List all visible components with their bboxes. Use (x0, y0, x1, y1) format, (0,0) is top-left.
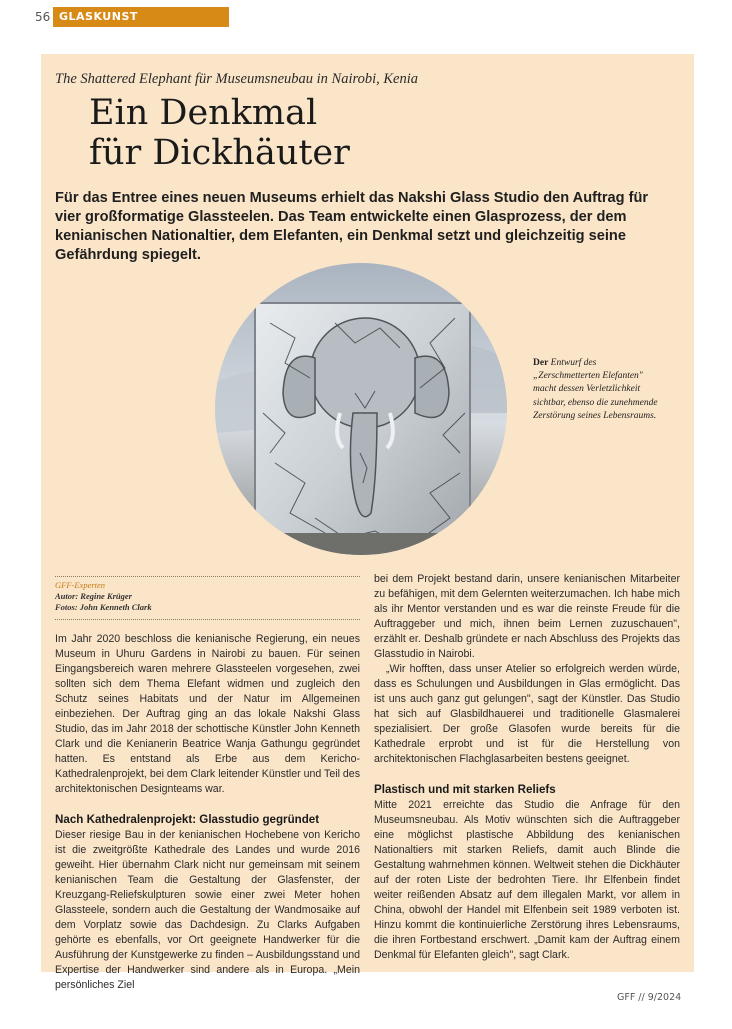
article-lead: Für das Entree eines neuen Museums erhielt das Nakshi Glass Studio den Auftrag für vier großformatige Glassteelen. Das Team entwickelte einen Glasprozess, der dem kenianischen Nationaltier, dem Elefanten, ein Denkmal setzt und gleichzeitig seine Gefährdung spiegelt. (55, 190, 649, 263)
column-right (374, 572, 680, 963)
page-number: 56 (35, 10, 51, 24)
credits-experts: GFF-Experten (55, 580, 106, 590)
body-paragraph: Mitte 2021 erreichte das Studio die Anfrage für den Museumsneubau. Als Motiv wünschten sich die Auftraggeber eine möglichst plastische Abbildung des kenianischen Nationaltiers mit starken Reliefs, damit auch Blinde die Gestaltung wahrnehmen können. Weltweit stehen die Dickhäuter auf der roten Liste der bedrohten Tiere. Ihr Elfenbein findet weiter reißenden Absatz auf dem illegalen Markt, vor allem in China, obwohl der Handel mit Elfenbein seit 1989 verboten ist. Hinzu kommt die kontinuierliche Zerstörung ihres Lebensraums, die ihren Fortbestand erschwert. „Damit kam der Auftrag einem Denkmal für Elefanten gleich", sagt Clark. (374, 799, 680, 961)
elephant-photo (215, 263, 507, 555)
article-kicker: The Shattered Elephant für Museumsneubau in Nairobi, Kenia (55, 71, 419, 87)
caption-text: Entwurf des „Zerschmetterten Elefanten" macht dessen Verletzlichkeit sichtbar, ebenso die zunehmende Zerstörung seines Lebensraums. (533, 358, 658, 421)
body-paragraph: Im Jahr 2020 beschloss die kenianische Regierung, ein neues Museum in Uhuru Gardens in Nairobi zu bauen. Für seinen Eingangsbereich waren mehrere Glassteelen vorgesehen, zwei sollten sich dem Thema Elefant widmen und zugleich den Schutz seines Habitats und der Natur im Allgemeinen einbeziehen. Der Auftrag ging an das lokale Nakshi Glass Studio, das im Jahr 2018 der schottische Künstler John Kenneth Clark und die Kenianerin Beatrice Wanja Gathungu gegründet hatten. Es entstand als Erbe aus dem Kericho-Kathedralenprojekt, bei dem Clark leitender Künstler und Teil des architektonischen Designteams war. (55, 633, 360, 795)
body-paragraph: bei dem Projekt bestand darin, unsere kenianischen Mitarbeiter zu befähigen, mit dem Gelernten weiterzumachen. Ich habe mich als ihr Mentor verstanden und es war die reinste Freude für die Auftraggeber und mich, ihnen beim Lernen zuzuschauen", erzählt er. Deshalb gründete er nach Abschluss des Projekts das Glasstudio in Nairobi. (374, 573, 680, 660)
body-paragraph: „Wir hofften, dass unser Atelier so erfolgreich werden würde, dass es Schulungen und Ausbildungen in Glas ermöglicht. Das ist uns auch ganz gut gelungen", sagt der Künstler. Das Studio hat sich auf Glasbildhauerei und traditionelle Glasmalerei spezialisiert. Der große Glasofen wurde bereits für die Kathedrale erprobt und ist für die Herstellung von architektonischen Flachglasarbeiten bestens geeignet. (374, 663, 680, 765)
credits-photos: Fotos: John Kenneth Clark (55, 602, 152, 612)
article-credits (55, 580, 355, 613)
body-paragraph: Dieser riesige Bau in der kenianischen Hochebene von Kericho ist die zweitgrößte Kathedrale des Landes und wurde 2016 geweiht. Hier übernahm Clark nicht nur gemeinsam mit seinem kenianischen Team die Gestaltung der Glasfenster, der Kreuzgang-Reliefskulpturen sowie einer zwei Meter hohen Glassteele, sondern auch die Gestaltung der Wandmosaike auf dem Vorplatz sowie das Dachdesign. Zu Clarks Aufgaben gehörte es ebenfalls, vor Ort geeignete Handwerker für die Ausführung der Kunstgewerke zu finden – Ausbildungsstand und Expertise der Handwerker sind andere als in Europa. „Mein persönliches Ziel (55, 829, 360, 991)
divider (55, 576, 360, 577)
glass-elephant-sculpture-icon (215, 263, 507, 555)
subheading: Plastisch und mit starken Reliefs (374, 783, 556, 796)
headline-line-2: für Dickhäuter (89, 133, 350, 173)
credits-author: Autor: Regine Krüger (55, 591, 132, 601)
section-tag: GLASKUNST (53, 7, 229, 27)
headline-line-1: Ein Denkmal (89, 93, 318, 133)
article-headline (89, 93, 350, 173)
column-left (55, 632, 360, 993)
caption-lead-word: Der (533, 358, 549, 368)
photo-caption (533, 357, 658, 423)
divider (55, 619, 360, 620)
page-footer: GFF // 9/2024 (617, 992, 682, 1003)
subheading: Nach Kathedralenprojekt: Glasstudio gegründet (55, 813, 320, 826)
